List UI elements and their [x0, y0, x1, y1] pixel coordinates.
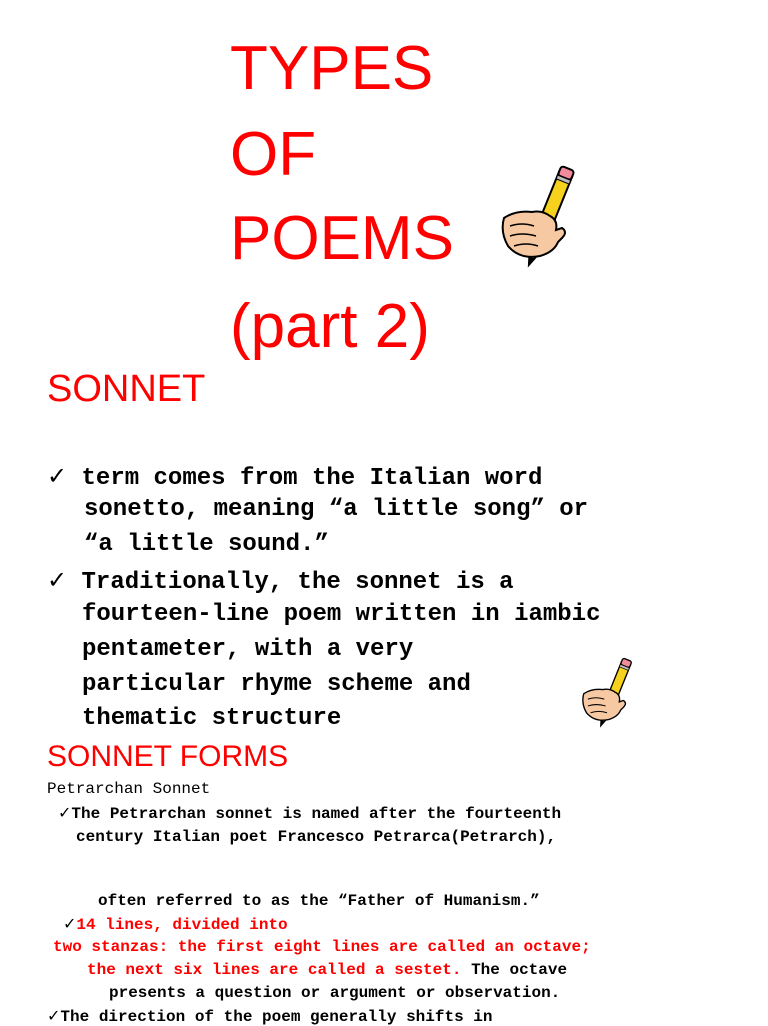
bullet-2-line-1: ✓ Traditionally, the sonnet is a: [47, 566, 514, 596]
checkmark-icon: ✓: [63, 914, 77, 933]
subheading-petrarchan-sonnet: Petrarchan Sonnet: [47, 780, 211, 798]
item-2-line-4: presents a question or argument or observation.: [109, 984, 561, 1002]
section-heading-sonnet: SONNET: [47, 368, 206, 410]
bullet-2-line-3: pentameter, with a very: [82, 636, 414, 663]
title-line-3: POEMS: [230, 204, 454, 273]
hand-holding-pencil-icon: [496, 160, 580, 280]
bullet-1-line-3: “a little sound.”: [84, 531, 329, 558]
item-2-line-1: ✓14 lines, divided into: [63, 914, 288, 934]
title-line-1: TYPES: [230, 34, 434, 103]
bullet-2-line-4: particular rhyme scheme and: [82, 671, 471, 698]
checkmark-icon: ✓: [47, 462, 68, 490]
section-heading-sonnet-forms: SONNET FORMS: [47, 740, 289, 773]
title-line-2: OF: [230, 120, 317, 189]
bullet-1-line-2: sonetto, meaning “a little song” or: [84, 496, 589, 523]
bullet-2-line-2: fourteen-line poem written in iambic: [82, 601, 601, 628]
item-1-line-3: often referred to as the “Father of Humanism.”: [98, 892, 540, 910]
checkmark-icon: ✓: [47, 566, 68, 594]
item-2-line-2: two stanzas: the first eight lines are called an octave;: [53, 938, 591, 956]
bullet-1-line-1: ✓ term comes from the Italian word: [47, 462, 543, 492]
checkmark-icon: ✓: [47, 1006, 61, 1025]
item-2-line-3: the next six lines are called a sestet. The octave: [87, 961, 568, 979]
item-1-line-1: ✓The Petrarchan sonnet is named after the fourteenth: [58, 803, 562, 823]
hand-holding-pencil-icon: [578, 654, 636, 736]
title-line-4: (part 2): [230, 292, 430, 361]
item-3-line-1: ✓The direction of the poem generally shifts in: [47, 1006, 493, 1026]
bullet-2-line-5: thematic structure: [82, 705, 342, 732]
item-1-line-2: century Italian poet Francesco Petrarca(Petrarch),: [76, 828, 557, 846]
checkmark-icon: ✓: [58, 803, 72, 822]
